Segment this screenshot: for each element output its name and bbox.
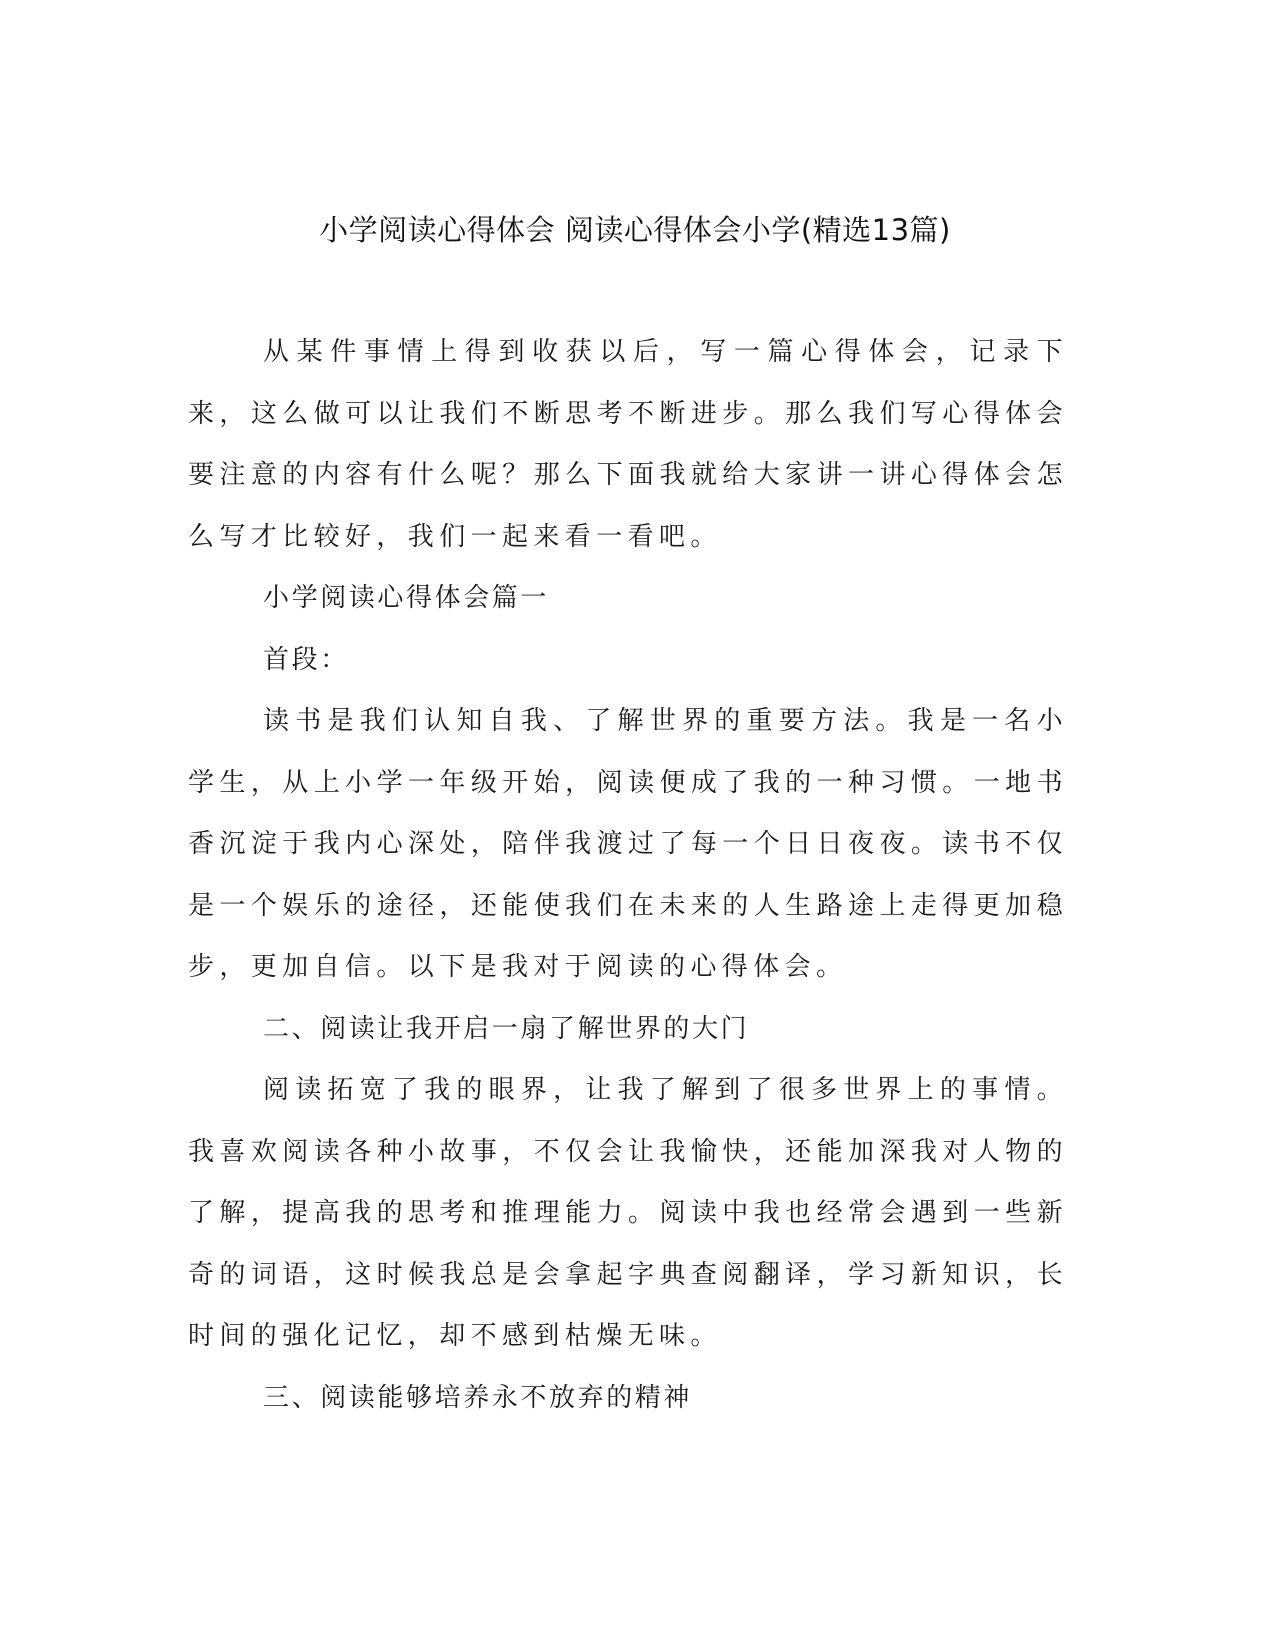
section-heading-two: 二、阅读让我开启一扇了解世界的大门 — [263, 1013, 750, 1044]
intro-paragraph: 从某件事情上得到收获以后，写一篇心得体会，记录下来，这么做可以让我们不断思考不断进步。那么我们写心得体会要注意的内容有什么呢？那么下面我就给大家讲一讲心得体会怎么写才比较好，我们一起来看一看吧。 — [188, 337, 1068, 552]
document-title: 小学阅读心得体会 阅读心得体会小学(精选13篇) — [319, 213, 951, 247]
section-heading-three: 三、阅读能够培养永不放弃的精神 — [263, 1382, 693, 1413]
section-label-opening: 首段： — [263, 644, 349, 675]
document-body — [188, 322, 1068, 1429]
section-heading-part-one: 小学阅读心得体会篇一 — [263, 583, 550, 613]
body-paragraph: 读书是我们认知自我、了解世界的重要方法。我是一名小学生，从上小学一年级开始，阅读便成了我的一种习惯。一地书香沉淀于我内心深处，陪伴我渡过了每一个日日夜夜。读书不仅是一个娱乐的途径，还能使我们在未来的人生路途上走得更加稳步，更加自信。以下是我对于阅读的心得体会。 — [188, 706, 1068, 982]
body-paragraph: 阅读拓宽了我的眼界，让我了解到了很多世界上的事情。我喜欢阅读各种小故事，不仅会让我愉快，还能加深我对人物的了解，提高我的思考和推理能力。阅读中我也经常会遇到一些新奇的词语，这时候我总是会拿起字典查阅翻译，学习新知识，长时间的强化记忆，却不感到枯燥无味。 — [188, 1075, 1068, 1351]
